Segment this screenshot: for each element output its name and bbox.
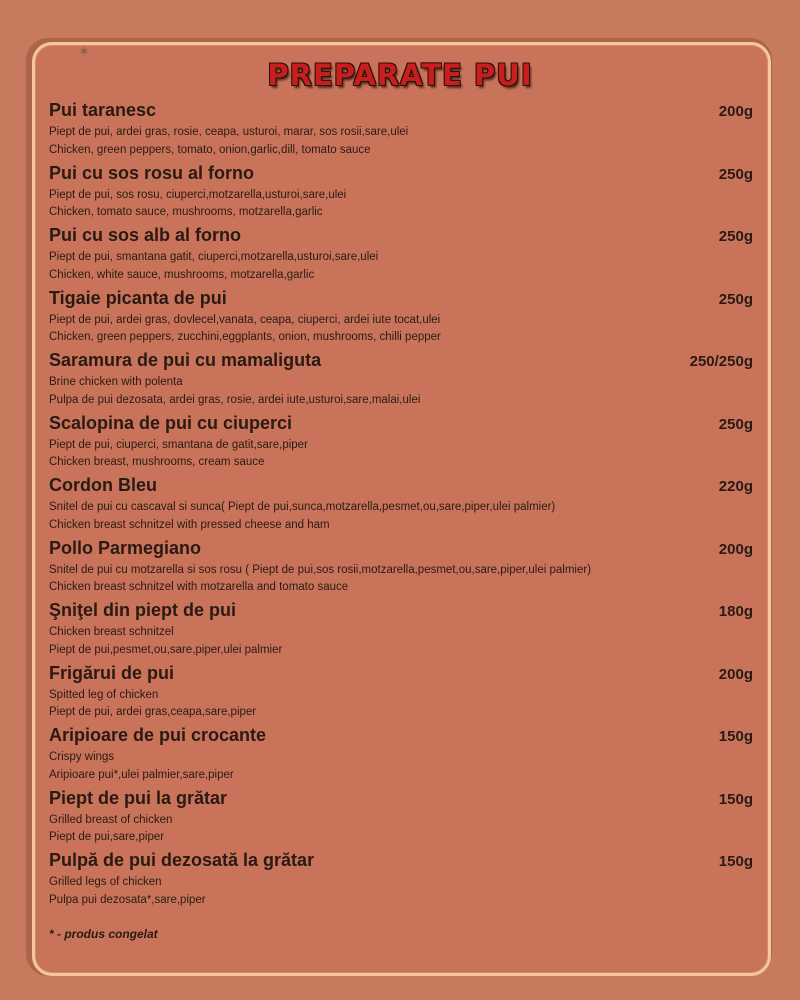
menu-item-description: Piept de pui, sos rosu, ciuperci,motzarella,usturoi,sare,ulei	[49, 188, 347, 201]
menu-item-description: Pulpa pui dezosata*,sare,piper	[49, 893, 206, 906]
menu-item	[49, 288, 753, 351]
menu-item-weight: 150g	[718, 790, 753, 808]
menu-item-name: Pui cu sos rosu al forno	[49, 162, 255, 183]
menu-item-name: Pollo Parmegiano	[49, 537, 202, 558]
menu-item-description: Chicken, tomato sauce, mushrooms, motzarella,garlic	[49, 206, 323, 218]
menu-item-description: Grilled breast of chicken	[49, 813, 173, 826]
menu-item-weight: 250g	[718, 228, 753, 245]
menu-item	[49, 538, 753, 601]
menu-item-name: Piept de pui la grătar	[49, 787, 228, 808]
menu-item	[49, 600, 753, 663]
menu-item-name: Saramura de pui cu mamaliguta	[49, 350, 322, 370]
menu-item	[49, 350, 753, 413]
menu-item-description: Chicken breast schnitzel	[49, 626, 174, 638]
menu-item-weight: 250g	[718, 290, 753, 308]
menu-items-list	[49, 100, 753, 913]
menu-item-description: Piept de pui, ardei gras, rosie, ceapa, usturoi, marar, sos rosii,sare,ulei	[49, 126, 409, 138]
menu-item	[49, 225, 753, 288]
menu-item-weight: 200g	[718, 665, 753, 683]
menu-item-description: Spitted leg of chicken	[49, 688, 159, 701]
menu-item-description: Piept de pui, ciuperci, smantana de gatit,sare,piper	[49, 438, 308, 451]
menu-item-weight: 200g	[718, 103, 753, 120]
menu-item-name: Scalopina de pui cu ciuperci	[49, 412, 293, 433]
footnote: * - produs congelat	[49, 927, 158, 941]
menu-item	[49, 725, 753, 788]
menu-item-description: Chicken breast schnitzel with motzarella and tomato sauce	[49, 581, 349, 593]
menu-item-name: Pui cu sos alb al forno	[49, 225, 242, 245]
menu-item-description: Chicken breast schnitzel with pressed cheese and ham	[49, 518, 330, 531]
menu-item-name: Cordon Bleu	[49, 475, 157, 495]
menu-item-name: Pulpă de pui dezosată la grătar	[49, 850, 315, 870]
menu-item-description: Brine chicken with polenta	[49, 376, 183, 388]
menu-item-name: Şniţel din piept de pui	[49, 600, 236, 620]
menu-item-weight: 150g	[718, 853, 753, 870]
menu-item	[49, 850, 753, 913]
menu-item-name: Frigărui de pui	[49, 662, 175, 683]
star-icon: ✶	[78, 44, 90, 60]
menu-item-description: Chicken, white sauce, mushrooms, motzarella,garlic	[49, 268, 315, 281]
menu-item-description: Piept de pui, ardei gras,ceapa,sare,piper	[49, 706, 257, 718]
menu-item-description: Piept de pui, smantana gatit, ciuperci,motzarella,usturoi,sare,ulei	[49, 251, 379, 263]
menu-item	[49, 100, 753, 163]
menu-item-description: Piept de pui,pesmet,ou,sare,piper,ulei palmier	[49, 643, 283, 656]
menu-item-description: Piept de pui, ardei gras, dovlecel,vanata, ceapa, ciuperci, ardei iute tocat,ulei	[49, 313, 441, 326]
menu-item-description: Chicken, green peppers, tomato, onion,garlic,dill, tomato sauce	[49, 143, 371, 156]
menu-item-description: Chicken, green peppers, zucchini,eggplants, onion, mushrooms, chilli pepper	[49, 331, 441, 343]
menu-item-weight: 200g	[718, 540, 753, 558]
menu-item-description: Crispy wings	[49, 751, 115, 763]
menu-item-description: Piept de pui,sare,piper	[49, 831, 165, 843]
menu-item-description: Snitel de pui cu motzarella si sos rosu ( Piept de pui,sos rosii,motzarella,pesmet,ou,sare,piper,ulei palmier)	[49, 563, 592, 576]
menu-item-name: Pui taranesc	[49, 100, 157, 120]
menu-item-weight: 250/250g	[689, 353, 753, 370]
menu-item-weight: 220g	[718, 478, 753, 495]
menu-item-description: Grilled legs of chicken	[49, 876, 162, 888]
menu-item	[49, 663, 753, 726]
menu-item-description: Chicken breast, mushrooms, cream sauce	[49, 456, 265, 468]
page-title: PREPARATE PUI	[267, 58, 533, 92]
menu-item-weight: 250g	[718, 415, 753, 433]
menu-item-name: Aripioare de pui crocante	[49, 725, 267, 745]
menu-item-description: Snitel de pui cu cascaval si sunca( Piept de pui,sunca,motzarella,pesmet,ou,sare,piper,ulei palmier)	[49, 501, 556, 513]
menu-item-name: Tigaie picanta de pui	[49, 287, 227, 308]
menu-item-weight: 150g	[718, 728, 753, 745]
menu-item	[49, 475, 753, 538]
menu-item-weight: 250g	[718, 165, 753, 183]
menu-item-weight: 180g	[718, 603, 753, 620]
menu-item	[49, 163, 753, 226]
menu-item-description: Pulpa de pui dezosata, ardei gras, rosie, ardei iute,usturoi,sare,malai,ulei	[49, 393, 421, 406]
menu-item	[49, 413, 753, 476]
menu-item-description: Aripioare pui*,ulei palmier,sare,piper	[49, 768, 234, 781]
menu-item	[49, 788, 753, 851]
